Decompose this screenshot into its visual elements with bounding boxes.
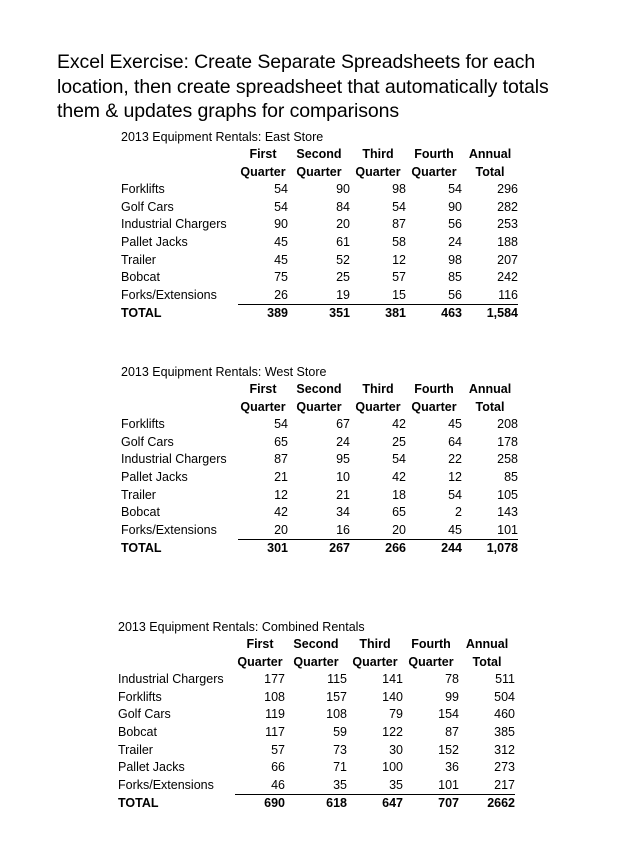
- value-cell: 54: [392, 452, 406, 467]
- total-label: TOTAL: [121, 306, 162, 321]
- table-row: [121, 269, 518, 287]
- table-row: [121, 522, 518, 540]
- value-cell: 217: [459, 777, 515, 795]
- row-label: Forklifts: [121, 182, 165, 197]
- west-store-caption: 2013 Equipment Rentals: West Store: [121, 365, 327, 379]
- row-label: Trailer: [118, 742, 153, 757]
- value-cell: 56: [406, 287, 462, 305]
- header-row: [121, 381, 518, 399]
- value-cell: 101: [462, 522, 518, 540]
- column-header: Second: [296, 147, 342, 161]
- value-cell: 15: [350, 287, 406, 305]
- value-cell: 152: [438, 742, 459, 757]
- column-header: Annual: [468, 147, 512, 161]
- column-header: Quarter: [296, 399, 342, 414]
- value-cell: 35: [285, 777, 347, 795]
- row-label: Bobcat: [121, 505, 160, 520]
- column-header: Third: [359, 637, 391, 651]
- value-cell: 95: [336, 452, 350, 467]
- header-blank-cell: [118, 654, 235, 672]
- value-cell: 273: [494, 760, 515, 775]
- row-label: Pallet Jacks: [121, 469, 188, 484]
- table-row: [121, 504, 518, 522]
- value-cell: 141: [382, 672, 403, 687]
- table-row: [121, 487, 518, 505]
- value-cell: 157: [326, 689, 347, 704]
- table-row: [121, 252, 518, 270]
- value-cell: 282: [497, 199, 518, 214]
- value-cell: 177: [264, 672, 285, 687]
- column-header: First: [246, 637, 274, 651]
- value-cell: 65: [392, 505, 406, 520]
- column-header: Third: [362, 382, 394, 396]
- total-value-cell: 351: [329, 306, 350, 321]
- column-header: Annual: [468, 382, 512, 396]
- row-label: Bobcat: [121, 270, 160, 285]
- value-cell: 87: [392, 217, 406, 232]
- table-row: [121, 234, 518, 252]
- value-cell: 99: [445, 689, 459, 704]
- column-header: Quarter: [411, 399, 457, 414]
- value-cell: 460: [494, 707, 515, 722]
- row-label: Forks/Extensions: [121, 288, 217, 302]
- value-cell: 67: [336, 417, 350, 432]
- value-cell: 42: [392, 417, 406, 432]
- value-cell: 119: [265, 707, 285, 722]
- value-cell: 16: [288, 522, 350, 540]
- heading-line-2: location, then create spreadsheet that automatically totals: [57, 75, 549, 98]
- column-header: Fourth: [411, 637, 451, 651]
- value-cell: 73: [333, 742, 347, 757]
- value-cell: 511: [495, 672, 515, 687]
- table-row: [121, 199, 518, 217]
- value-cell: 116: [462, 287, 518, 305]
- value-cell: 54: [448, 182, 462, 197]
- value-cell: 258: [497, 452, 518, 467]
- column-header: Fourth: [414, 147, 454, 161]
- value-cell: 108: [326, 707, 347, 722]
- value-cell: 90: [274, 217, 288, 232]
- value-cell: 79: [389, 707, 403, 722]
- value-cell: 54: [274, 417, 288, 432]
- value-cell: 312: [494, 742, 515, 757]
- table-row: [121, 434, 518, 452]
- value-cell: 56: [448, 217, 462, 232]
- column-header: Third: [362, 147, 394, 161]
- header-row: [121, 164, 518, 182]
- header-row: [118, 636, 515, 654]
- value-cell: 54: [392, 199, 406, 214]
- total-value-cell: 647: [382, 796, 403, 811]
- value-cell: 87: [274, 452, 288, 467]
- header-row: [121, 399, 518, 417]
- total-value-cell: 1,584: [486, 306, 518, 321]
- value-cell: 26: [238, 287, 288, 305]
- header-blank-cell: [121, 146, 238, 164]
- header-blank-cell: [121, 381, 238, 399]
- value-cell: 253: [497, 217, 518, 232]
- column-header: Quarter: [237, 654, 283, 669]
- value-cell: 42: [392, 469, 406, 484]
- value-cell: 115: [327, 672, 347, 687]
- value-cell: 57: [271, 742, 285, 757]
- value-cell: 58: [392, 234, 406, 249]
- column-header: Annual: [465, 637, 509, 651]
- east-store-caption: 2013 Equipment Rentals: East Store: [121, 130, 324, 144]
- value-cell: 52: [336, 252, 350, 267]
- value-cell: 100: [382, 760, 403, 775]
- value-cell: 154: [438, 707, 459, 722]
- table-row: [118, 671, 515, 689]
- header-blank-cell: [121, 164, 238, 182]
- value-cell: 101: [403, 777, 459, 795]
- value-cell: 46: [235, 777, 285, 795]
- value-cell: 90: [336, 182, 350, 197]
- value-cell: 20: [238, 522, 288, 540]
- value-cell: 71: [333, 760, 347, 775]
- value-cell: 105: [497, 487, 518, 502]
- total-value-cell: 389: [267, 306, 288, 321]
- value-cell: 54: [448, 487, 462, 502]
- row-label: Forklifts: [118, 689, 162, 704]
- value-cell: 20: [350, 522, 406, 540]
- value-cell: 85: [448, 270, 462, 285]
- value-cell: 61: [336, 234, 350, 249]
- row-label: Forks/Extensions: [118, 778, 214, 792]
- value-cell: 78: [445, 672, 459, 687]
- heading-line-3: them & updates graphs for comparisons: [57, 100, 400, 122]
- column-header: Fourth: [414, 382, 454, 396]
- heading-line-1: Excel Exercise: Create Separate Spreadsheets for each: [57, 51, 536, 73]
- value-cell: 30: [389, 742, 403, 757]
- column-header: First: [249, 147, 277, 161]
- row-label: Industrial Chargers: [121, 217, 227, 232]
- east-store-block: [121, 129, 518, 323]
- value-cell: 84: [336, 199, 350, 214]
- row-label: Trailer: [121, 252, 156, 267]
- total-value-cell: 690: [264, 796, 285, 811]
- total-value-cell: 266: [385, 541, 406, 556]
- value-cell: 87: [445, 724, 459, 739]
- value-cell: 296: [497, 182, 518, 197]
- total-row: [118, 795, 515, 813]
- east-store-table: [121, 146, 518, 323]
- value-cell: 66: [271, 760, 285, 775]
- table-row: [121, 451, 518, 469]
- value-cell: 108: [264, 689, 285, 704]
- value-cell: 2: [455, 505, 462, 520]
- value-cell: 188: [497, 234, 518, 249]
- value-cell: 122: [382, 724, 403, 739]
- value-cell: 19: [288, 287, 350, 305]
- exercise-heading: [57, 50, 632, 124]
- combined-rentals-table: [118, 636, 515, 813]
- value-cell: 98: [392, 182, 406, 197]
- total-value-cell: 618: [326, 796, 347, 811]
- west-store-table: [121, 381, 518, 558]
- column-header: Quarter: [352, 654, 398, 669]
- table-row: [121, 469, 518, 487]
- combined-rentals-caption: 2013 Equipment Rentals: Combined Rentals: [118, 620, 365, 634]
- value-cell: 21: [336, 487, 350, 502]
- value-cell: 54: [274, 199, 288, 214]
- value-cell: 25: [336, 270, 350, 285]
- row-label: Golf Cars: [121, 199, 174, 214]
- column-header: First: [249, 382, 277, 396]
- column-header: Second: [293, 637, 339, 651]
- table-row: [118, 777, 515, 795]
- column-header: Quarter: [296, 164, 342, 179]
- total-row: [121, 305, 518, 323]
- table-row: [121, 181, 518, 199]
- row-label: Industrial Chargers: [118, 672, 224, 687]
- value-cell: 385: [494, 724, 515, 739]
- value-cell: 20: [336, 217, 350, 232]
- table-row: [118, 689, 515, 707]
- column-header: Total: [475, 399, 505, 414]
- row-label: Forklifts: [121, 417, 165, 432]
- value-cell: 18: [392, 487, 406, 502]
- value-cell: 54: [274, 182, 288, 197]
- column-header: Quarter: [411, 164, 457, 179]
- row-label: Pallet Jacks: [118, 760, 185, 775]
- value-cell: 45: [406, 522, 462, 540]
- column-header: Quarter: [240, 399, 286, 414]
- row-label: Golf Cars: [118, 707, 171, 722]
- value-cell: 117: [265, 724, 285, 739]
- column-header: Quarter: [355, 399, 401, 414]
- value-cell: 178: [497, 434, 518, 449]
- value-cell: 10: [336, 469, 350, 484]
- column-header: Second: [296, 382, 342, 396]
- header-blank-cell: [121, 399, 238, 417]
- value-cell: 45: [274, 234, 288, 249]
- table-row: [118, 706, 515, 724]
- total-value-cell: 707: [438, 796, 459, 811]
- table-row: [121, 216, 518, 234]
- value-cell: 208: [497, 417, 518, 432]
- value-cell: 34: [336, 505, 350, 520]
- combined-rentals-block: [118, 619, 515, 813]
- value-cell: 75: [274, 270, 288, 285]
- value-cell: 12: [448, 469, 462, 484]
- table-row: [118, 759, 515, 777]
- value-cell: 12: [392, 252, 406, 267]
- table-row: [118, 742, 515, 760]
- total-value-cell: 463: [441, 306, 462, 321]
- total-label: TOTAL: [121, 541, 162, 556]
- total-row: [121, 540, 518, 558]
- row-label: Trailer: [121, 487, 156, 502]
- value-cell: 64: [448, 434, 462, 449]
- value-cell: 242: [497, 270, 518, 285]
- table-row: [118, 724, 515, 742]
- value-cell: 98: [448, 252, 462, 267]
- total-value-cell: 1,078: [486, 541, 518, 556]
- value-cell: 90: [448, 199, 462, 214]
- value-cell: 45: [448, 417, 462, 432]
- column-header: Quarter: [293, 654, 339, 669]
- value-cell: 143: [497, 505, 518, 520]
- row-label: Forks/Extensions: [121, 523, 217, 537]
- column-header: Quarter: [355, 164, 401, 179]
- row-label: Golf Cars: [121, 434, 174, 449]
- total-value-cell: 301: [267, 541, 288, 556]
- table-row: [121, 287, 518, 305]
- value-cell: 36: [445, 760, 459, 775]
- value-cell: 24: [448, 234, 462, 249]
- row-label: Bobcat: [118, 724, 157, 739]
- value-cell: 42: [274, 505, 288, 520]
- value-cell: 65: [274, 434, 288, 449]
- value-cell: 24: [336, 434, 350, 449]
- value-cell: 35: [347, 777, 403, 795]
- header-row: [121, 146, 518, 164]
- value-cell: 57: [392, 270, 406, 285]
- table-row: [121, 416, 518, 434]
- value-cell: 59: [333, 724, 347, 739]
- header-row: [118, 654, 515, 672]
- header-blank-cell: [118, 636, 235, 654]
- total-value-cell: 244: [441, 541, 462, 556]
- value-cell: 207: [497, 252, 518, 267]
- column-header: Total: [475, 164, 505, 179]
- value-cell: 45: [274, 252, 288, 267]
- value-cell: 504: [494, 689, 515, 704]
- value-cell: 21: [274, 469, 288, 484]
- column-header: Quarter: [240, 164, 286, 179]
- row-label: Industrial Chargers: [121, 452, 227, 467]
- total-value-cell: 2662: [487, 796, 515, 811]
- total-value-cell: 267: [329, 541, 350, 556]
- value-cell: 25: [392, 434, 406, 449]
- row-label: Pallet Jacks: [121, 234, 188, 249]
- total-value-cell: 381: [385, 306, 406, 321]
- west-store-block: [121, 364, 518, 558]
- total-label: TOTAL: [118, 796, 159, 811]
- value-cell: 85: [504, 469, 518, 484]
- value-cell: 12: [274, 487, 288, 502]
- column-header: Quarter: [408, 654, 454, 669]
- column-header: Total: [472, 654, 502, 669]
- value-cell: 140: [382, 689, 403, 704]
- value-cell: 22: [448, 452, 462, 467]
